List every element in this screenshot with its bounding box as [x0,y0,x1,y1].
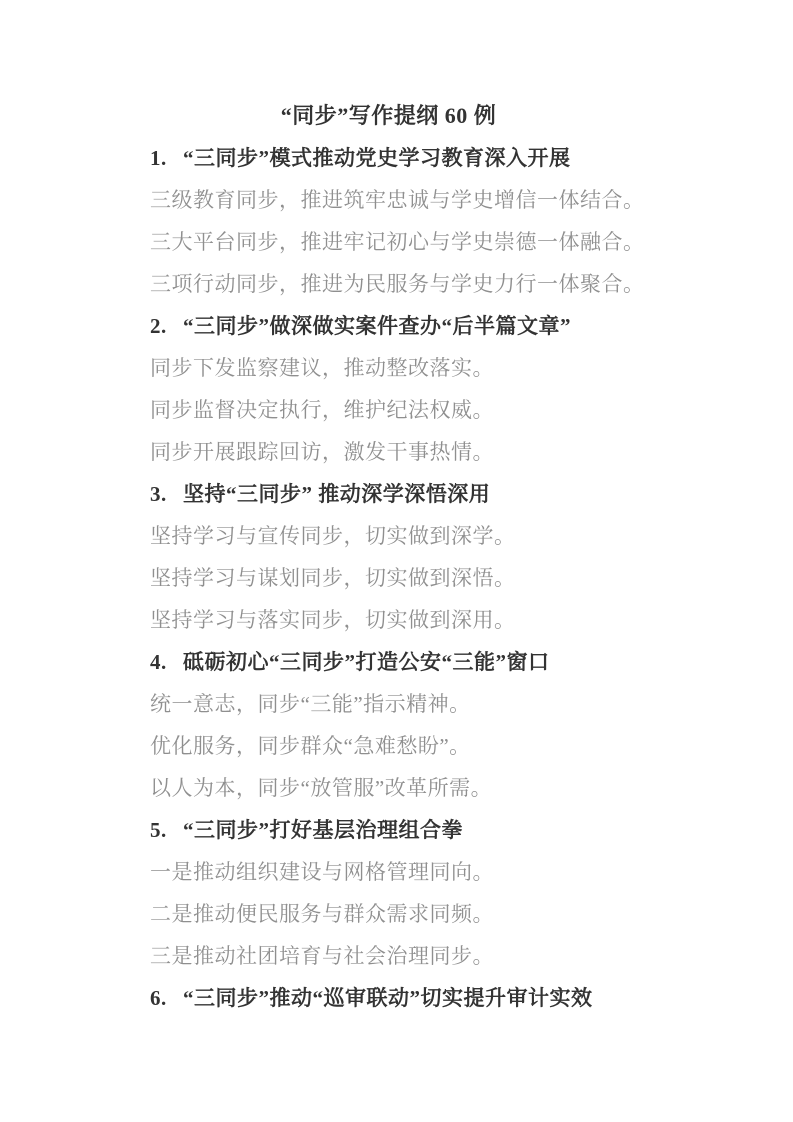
outline-item: 二是推动便民服务与群众需求同频。 [150,902,494,926]
outline-section [150,809,653,977]
outline-item: 优化服务，同步群众“急难愁盼”。 [150,734,471,758]
outline-section [150,977,653,1019]
outline-item: 三项行动同步，推进为民服务与学史力行一体聚合。 [150,272,645,296]
outline-item: 坚持学习与谋划同步，切实做到深悟。 [150,566,516,590]
outline-section [150,137,653,305]
section-number: 5. [150,818,167,842]
section-heading [150,137,653,179]
section-heading-text: “三同步”做深做实案件查办“后半篇文章” [183,314,571,338]
outline-item: 三是推动社团培育与社会治理同步。 [150,944,494,968]
section-heading-text: 砥砺初心“三同步”打造公安“三能”窗口 [183,650,550,674]
outline-item: 同步下发监察建议，推动整改落实。 [150,356,494,380]
section-heading [150,977,653,1019]
section-heading-text: 坚持“三同步” 推动深学深悟深用 [183,482,491,506]
section-number: 4. [150,650,167,674]
section-number: 6. [150,986,167,1010]
section-heading [150,305,653,347]
outline-section [150,305,653,473]
section-number: 3. [150,482,167,506]
outline-item: 三大平台同步，推进牢记初心与学史崇德一体融合。 [150,230,645,254]
outline-item: 同步开展跟踪回访，激发干事热情。 [150,440,494,464]
outline-item: 一是推动组织建设与网格管理同向。 [150,860,494,884]
section-heading [150,809,653,851]
outline-item: 同步监督决定执行，维护纪法权威。 [150,398,494,422]
outline-section [150,473,653,641]
section-heading [150,473,653,515]
section-number: 2. [150,314,167,338]
section-heading-text: “三同步”打好基层治理组合拳 [183,818,463,842]
outline-list [150,137,653,1019]
section-heading-text: “三同步”模式推动党史学习教育深入开展 [183,146,571,170]
outline-section [150,641,653,809]
outline-item: 三级教育同步，推进筑牢忠诚与学史增信一体结合。 [150,188,645,212]
outline-item: 统一意志，同步“三能”指示精神。 [150,692,471,716]
outline-item: 以人为本，同步“放管服”改革所需。 [150,776,493,800]
outline-item: 坚持学习与落实同步，切实做到深用。 [150,608,516,632]
section-heading [150,641,653,683]
outline-item: 坚持学习与宣传同步，切实做到深学。 [150,524,516,548]
document-title: “同步”写作提纲 60 例 [280,103,497,128]
section-number: 1. [150,146,167,170]
section-heading-text: “三同步”推动“巡审联动”切实提升审计实效 [183,986,593,1010]
